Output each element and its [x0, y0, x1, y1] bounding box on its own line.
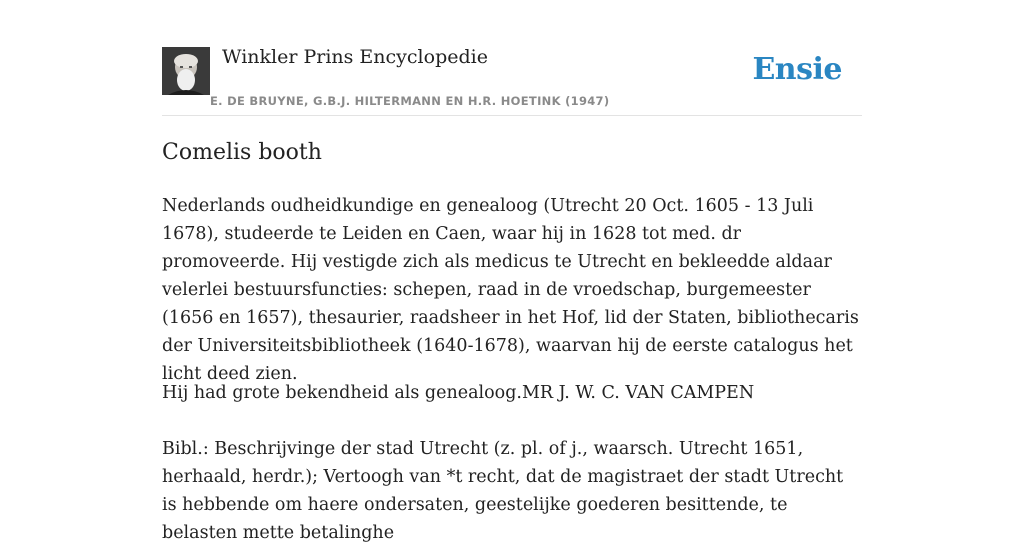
page-header [162, 0, 862, 116]
portrait-avatar-icon[interactable] [162, 47, 210, 95]
article-paragraph: Hij had grote bekendheid als genealoog.MR J. W. C. VAN CAMPEN [162, 383, 755, 403]
article-page [162, 0, 862, 543]
bibliography-paragraph: Bibl.: Beschrijvinge der stad Utrecht (z. pl. of j., waarsch. Utrecht 1651, herhaald, herdr.); Vertoogh van *t recht, dat de magistraet der stadt Utrecht is hebbende om haere ondersaten, geestelijke goederen besittende, te belasten mette betalinghe [162, 439, 844, 543]
authors-line: E. DE BRUYNE, G.B.J. HILTERMANN EN H.R. HOETINK (1947) [210, 94, 610, 108]
article-paragraph: Nederlands oudheidkundige en genealoog (Utrecht 20 Oct. 1605 - 13 Juli 1678), studeerde te Leiden en Caen, waar hij in 1628 tot med. dr promoveerde. Hij vestigde zich als medicus te Utrecht en bekleedde aldaar velerlei bestuursfuncties: schepen, raad in de vroedschap, burgemeester (1656 en 1657), thesaurier, raadsheer in het Hof, lid der Staten, bibliothecaris der Universiteitsbibliotheek (1640-1678), waarvan hij de eerste catalogus het licht deed zien. [162, 196, 859, 384]
ensie-logo[interactable]: Ensie [752, 52, 842, 87]
encyclopedia-title[interactable]: Winkler Prins Encyclopedie [222, 46, 488, 68]
article-title: Comelis booth [162, 140, 322, 165]
